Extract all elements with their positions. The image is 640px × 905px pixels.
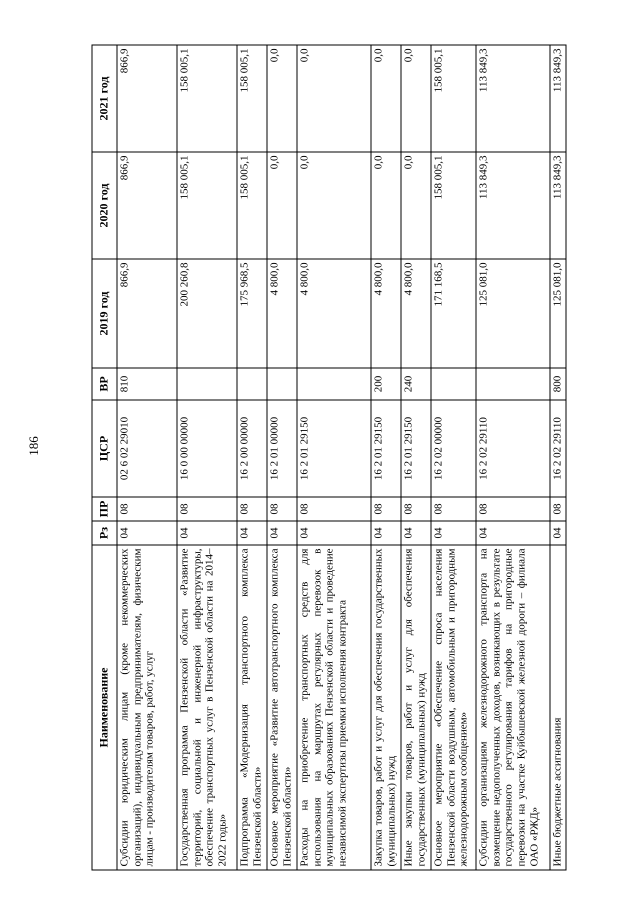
row-2020: 0,0 <box>371 152 401 259</box>
header-pr: ПР <box>92 497 117 521</box>
row-pr: 08 <box>117 497 177 521</box>
row-csr: 16 2 02 29110 <box>550 400 566 497</box>
row-2019: 200 260,8 <box>177 259 237 368</box>
row-name: Расходы на приобретение транспортных средств для использования на маршрутах регулярных перевозок в муниципальных образованиях Пензенской области и проведение независимой экспертизы приемки исполнения контракта <box>297 545 371 870</box>
row-pr: 08 <box>177 497 237 521</box>
row-2019: 125 081,0 <box>476 259 550 368</box>
row-2019: 866,9 <box>117 259 177 368</box>
row-rz: 04 <box>550 521 566 545</box>
row-rz: 04 <box>476 521 550 545</box>
row-2019: 4 800,0 <box>297 259 371 368</box>
row-rz: 04 <box>371 521 401 545</box>
row-name: Иные бюджетные ассигнования <box>550 545 566 870</box>
budget-table-container <box>92 46 564 871</box>
row-vr <box>177 368 237 400</box>
header-vr: ВР <box>92 368 117 400</box>
row-2021: 0,0 <box>267 45 297 152</box>
row-2021: 158 005,1 <box>177 45 237 152</box>
row-rz: 04 <box>237 521 267 545</box>
table-row <box>237 45 267 870</box>
row-vr: 240 <box>401 368 431 400</box>
header-2020: 2020 год <box>92 152 117 259</box>
row-csr: 16 2 02 29110 <box>476 400 550 497</box>
row-2021: 158 005,1 <box>431 45 476 152</box>
row-vr <box>267 368 297 400</box>
row-2019: 4 800,0 <box>371 259 401 368</box>
row-name: Субсидии юридическим лицам (кроме некоммерческих организаций), индивидуальным предпринимателям, физическим лицам - производителям товаров, работ, услуг <box>117 545 177 870</box>
row-pr: 08 <box>371 497 401 521</box>
row-2021: 0,0 <box>297 45 371 152</box>
header-2021: 2021 год <box>92 45 117 152</box>
row-2021: 113 849,3 <box>476 45 550 152</box>
row-2021: 158 005,1 <box>237 45 267 152</box>
row-csr: 02 6 02 29010 <box>117 400 177 497</box>
row-2020: 0,0 <box>267 152 297 259</box>
row-2021: 113 849,3 <box>550 45 566 152</box>
row-vr <box>431 368 476 400</box>
row-2020: 158 005,1 <box>431 152 476 259</box>
row-csr: 16 0 00 00000 <box>177 400 237 497</box>
row-2021: 0,0 <box>371 45 401 152</box>
row-name: Закупка товаров, работ и услуг для обеспечения государственных (муниципальных) нужд <box>371 545 401 870</box>
table-row <box>267 45 297 870</box>
row-vr <box>237 368 267 400</box>
table-row <box>117 45 177 870</box>
header-rz: Рз <box>92 521 117 545</box>
table-row <box>177 45 237 870</box>
row-pr: 08 <box>401 497 431 521</box>
page-number: 186 <box>26 436 41 456</box>
table-row <box>371 45 401 870</box>
row-vr <box>476 368 550 400</box>
row-name: Основное мероприятие «Обеспечение спроса населения Пензенской области воздушным, автомобильным и пригородным железнодорожным сообщением» <box>431 545 476 870</box>
row-vr: 800 <box>550 368 566 400</box>
row-rz: 04 <box>117 521 177 545</box>
row-rz: 04 <box>401 521 431 545</box>
row-2019: 171 168,5 <box>431 259 476 368</box>
row-csr: 16 2 01 29150 <box>297 400 371 497</box>
row-pr: 08 <box>297 497 371 521</box>
table-row <box>401 45 431 870</box>
row-pr: 08 <box>550 497 566 521</box>
row-2019: 175 968,5 <box>237 259 267 368</box>
row-csr: 16 2 01 29150 <box>371 400 401 497</box>
row-2020: 158 005,1 <box>237 152 267 259</box>
table-row <box>550 45 566 870</box>
row-2019: 4 800,0 <box>401 259 431 368</box>
row-csr: 16 2 01 00000 <box>267 400 297 497</box>
table-row <box>476 45 550 870</box>
row-pr: 08 <box>431 497 476 521</box>
row-2020: 0,0 <box>401 152 431 259</box>
row-csr: 16 2 01 29150 <box>401 400 431 497</box>
row-rz: 04 <box>431 521 476 545</box>
row-vr <box>297 368 371 400</box>
header-csr: ЦСР <box>92 400 117 497</box>
row-2020: 866,9 <box>117 152 177 259</box>
row-name: Основное мероприятие «Развитие автотранспортного комплекса Пензенской области» <box>267 545 297 870</box>
row-name: Государственная программа Пензенской области «Развитие территорий, социальной и инженерной инфраструктуры, обеспечение транспортных услуг в Пензенской области на 2014–2022 годы» <box>177 545 237 870</box>
row-2020: 113 849,3 <box>476 152 550 259</box>
header-2019: 2019 год <box>92 259 117 368</box>
row-name: Субсидии организациям железнодорожного транспорта на возмещение недополученных доходов, возникающих в результате государственного регулирования тарифов на пригородные перевозки на участке Куйбышевской железной дороги – филиала ОАО «РЖД» <box>476 545 550 870</box>
row-rz: 04 <box>297 521 371 545</box>
row-vr: 200 <box>371 368 401 400</box>
row-rz: 04 <box>177 521 237 545</box>
row-csr: 16 2 02 00000 <box>431 400 476 497</box>
budget-table <box>92 45 567 871</box>
row-2021: 866,9 <box>117 45 177 152</box>
row-2021: 0,0 <box>401 45 431 152</box>
row-pr: 08 <box>267 497 297 521</box>
row-pr: 08 <box>237 497 267 521</box>
header-name: Наименование <box>92 545 117 870</box>
table-header-row <box>92 45 117 870</box>
table-row <box>431 45 476 870</box>
row-name: Иные закупки товаров, работ и услуг для обеспечения государственных (муниципальных) нужд <box>401 545 431 870</box>
row-2020: 158 005,1 <box>177 152 237 259</box>
table-row <box>297 45 371 870</box>
row-2019: 4 800,0 <box>267 259 297 368</box>
row-pr: 08 <box>476 497 550 521</box>
row-name: Подпрограмма «Модернизация транспортного комплекса Пензенской области» <box>237 545 267 870</box>
row-csr: 16 2 00 00000 <box>237 400 267 497</box>
row-2019: 125 081,0 <box>550 259 566 368</box>
row-vr: 810 <box>117 368 177 400</box>
row-2020: 0,0 <box>297 152 371 259</box>
row-2020: 113 849,3 <box>550 152 566 259</box>
row-rz: 04 <box>267 521 297 545</box>
